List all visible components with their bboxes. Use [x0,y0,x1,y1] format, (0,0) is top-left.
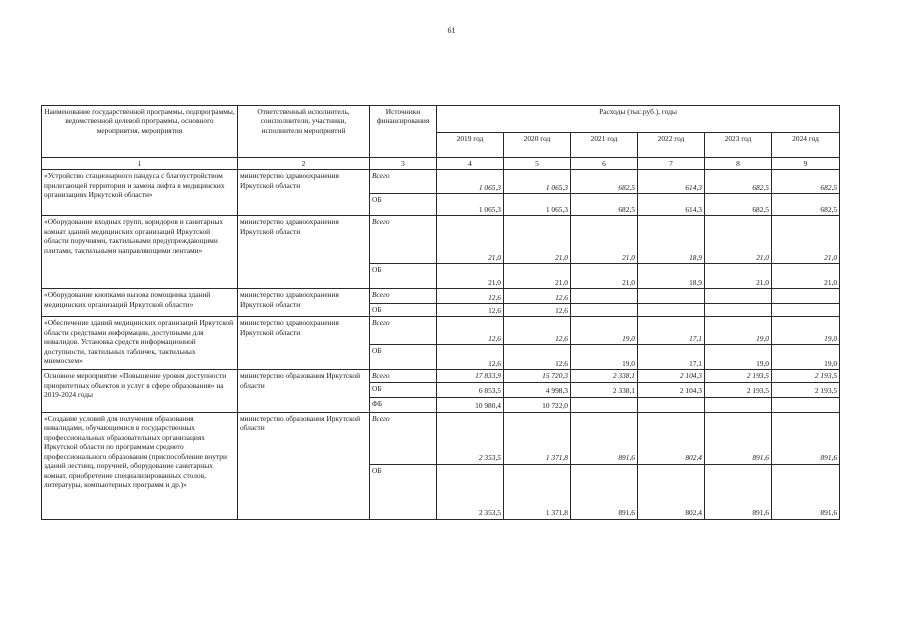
column-number-row [42,158,840,170]
expense-value: 19,0 [772,345,840,370]
header-sources: Источники финансирования [370,106,437,158]
column-number: 8 [705,158,772,170]
expense-value: 21,0 [504,264,571,289]
executor: министерство здравоохранения Иркутской области [238,289,370,317]
expense-value: 2 104,3 [638,382,705,397]
expense-value [571,397,638,412]
expense-value [772,289,840,304]
funding-source: ОБ [370,194,437,216]
program-row [42,216,840,264]
expense-value: 682,5 [772,194,840,216]
expense-value: 682,5 [571,170,638,194]
expense-value [705,304,772,317]
expense-value: 21,0 [772,264,840,289]
expense-value [705,289,772,304]
expense-value: 12,6 [504,317,571,345]
program-name: Основное мероприятие «Повышение уровня доступности приоритетных объектов и услуг в сфере образования» на 2019-2024 годы [42,370,238,412]
column-number: 2 [238,158,370,170]
expense-value: 21,0 [705,264,772,289]
expense-value: 12,6 [437,317,504,345]
funding-source: Всего [370,216,437,264]
expense-value: 21,0 [571,216,638,264]
expense-value: 802,4 [638,464,705,519]
expense-value: 21,0 [437,216,504,264]
expense-value [571,304,638,317]
expense-value: 1 371,8 [504,464,571,519]
header-year: 2023 год [705,133,772,158]
header-year: 2024 год [772,133,840,158]
expense-value: 891,6 [571,464,638,519]
expense-value: 12,6 [437,345,504,370]
expense-value: 1 065,3 [437,194,504,216]
executor: министерство здравоохранения Иркутской области [238,317,370,370]
header-year: 2019 год [437,133,504,158]
expense-value: 682,5 [772,170,840,194]
expense-value: 2 104,3 [638,370,705,382]
expense-value: 18,9 [638,264,705,289]
executor: министерство образования Иркутской области [238,370,370,412]
program-row [42,170,840,194]
funding-source: ОБ [370,345,437,370]
expense-value: 19,0 [571,317,638,345]
funding-source: Всего [370,317,437,345]
expense-value: 2 338,1 [571,370,638,382]
header-year: 2020 год [504,133,571,158]
column-number: 4 [437,158,504,170]
expense-value: 1 065,3 [504,170,571,194]
expense-value: 682,5 [571,194,638,216]
expense-value [571,289,638,304]
funding-source: ОБ [370,382,437,397]
expense-value: 12,6 [437,289,504,304]
column-number: 5 [504,158,571,170]
expense-value: 1 065,3 [437,170,504,194]
expense-value: 891,6 [571,412,638,464]
expense-value: 682,5 [705,194,772,216]
funding-source: ОБ [370,264,437,289]
funding-source: ОБ [370,304,437,317]
header-year: 2021 год [571,133,638,158]
column-number: 9 [772,158,840,170]
program-name: «Оборудование кнопками вызова помощника зданий медицинских организаций Иркутской области» [42,289,238,317]
header-program-name: Наименование государственной программы, подпрограммы, ведомственной целевой программы, основного мероприятия, мероприятия [42,106,238,158]
funding-source: Всего [370,170,437,194]
expense-value: 1 065,3 [504,194,571,216]
header-executor: Ответственный исполнитель, соисполнители, участники, исполнители мероприятий [238,106,370,158]
funding-source: ФБ [370,397,437,412]
program-row [42,289,840,304]
expense-value [772,397,840,412]
budget-table [41,105,840,520]
column-number: 7 [638,158,705,170]
expense-value: 891,6 [705,464,772,519]
expense-value: 12,6 [504,304,571,317]
program-name: «Создание условий для получения образования инвалидами, обучающимися в государственных профессиональных образовательных организациях Иркутской области по программам среднего профессионального образования (приспособление внутри зданий лестниц, поручней, оборудование санитарных комнат, приобретение специализированных столов, литературы, компьютерных программ и др.)» [42,412,238,519]
column-number: 1 [42,158,238,170]
expense-value: 17 833,9 [437,370,504,382]
header-row-top [42,106,840,133]
expense-value [772,304,840,317]
page-number: 61 [447,26,456,35]
column-number: 6 [571,158,638,170]
column-number: 3 [370,158,437,170]
funding-source: Всего [370,289,437,304]
expense-value: 891,6 [772,464,840,519]
funding-source: Всего [370,412,437,464]
program-row [42,370,840,382]
expense-value [638,289,705,304]
header-expenses: Расходы (тыс.руб.), годы [437,106,840,133]
expense-value: 2 193,5 [705,370,772,382]
expense-value: 21,0 [504,216,571,264]
program-name: «Оборудование входных групп, коридоров и санитарных комнат зданий медицинских организаций Иркутской области поручнями, тактильными предупреждающими плитами, тактильными направляющими лентами» [42,216,238,289]
expense-value: 891,6 [705,412,772,464]
expense-value: 19,0 [571,345,638,370]
executor: министерство здравоохранения Иркутской области [238,170,370,216]
expense-value: 682,5 [705,170,772,194]
expense-value: 21,0 [705,216,772,264]
program-name: «Устройство стационарного пандуса с благоустройством прилегающей территории и замена лифта в медицинских организациях Иркутской области» [42,170,238,216]
expense-value: 19,0 [705,345,772,370]
expense-value: 17,1 [638,345,705,370]
expense-value: 1 371,8 [504,412,571,464]
expense-value: 19,0 [772,317,840,345]
expense-value: 614,3 [638,194,705,216]
program-row [42,412,840,464]
expense-value: 21,0 [571,264,638,289]
expense-value: 19,0 [705,317,772,345]
expense-value [638,397,705,412]
expense-value: 12,6 [437,304,504,317]
expense-value: 891,6 [772,412,840,464]
funding-source: Всего [370,370,437,382]
header-year: 2022 год [638,133,705,158]
expense-value: 802,4 [638,412,705,464]
expense-value: 4 998,3 [504,382,571,397]
expense-value: 614,3 [638,170,705,194]
program-row [42,317,840,345]
funding-source: ОБ [370,464,437,519]
expense-value: 2 193,5 [772,370,840,382]
expense-value: 17,1 [638,317,705,345]
expense-value: 2 193,5 [705,382,772,397]
expense-value: 6 853,5 [437,382,504,397]
expense-value: 21,0 [772,216,840,264]
executor: министерство здравоохранения Иркутской области [238,216,370,289]
program-name: «Обеспечение зданий медицинских организаций Иркутской области средствами информации, доступными для инвалидов. Установка средств информационной доступности, тактильных табличек, тактильных мнемосхем» [42,317,238,370]
expense-value: 18,9 [638,216,705,264]
expense-value: 21,0 [437,264,504,289]
expense-value [705,397,772,412]
executor: министерство образования Иркутской области [238,412,370,519]
expense-value: 15 720,3 [504,370,571,382]
expense-value: 12,6 [504,289,571,304]
expense-value [638,304,705,317]
expense-value: 2 193,5 [772,382,840,397]
expense-value: 2 353,5 [437,464,504,519]
expense-value: 2 338,1 [571,382,638,397]
expense-value: 2 353,5 [437,412,504,464]
expense-value: 12,6 [504,345,571,370]
expense-value: 10 980,4 [437,397,504,412]
expense-value: 10 722,0 [504,397,571,412]
